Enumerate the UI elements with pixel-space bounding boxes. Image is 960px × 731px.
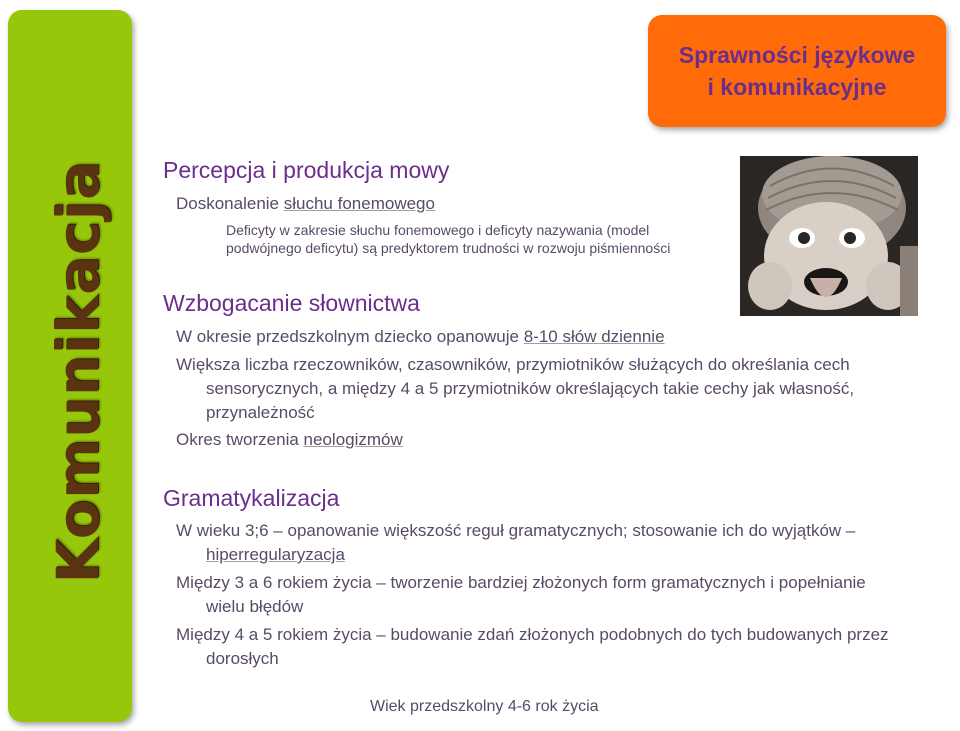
list-item-continuation: dorosłych	[206, 649, 279, 668]
sidebar-label: Komunikacja	[44, 160, 112, 584]
underlined-term: słuchu fonemowego	[283, 194, 435, 213]
child-face-image	[740, 156, 918, 316]
sidebar-panel	[8, 10, 132, 722]
list-item-continuation: sensorycznych, a między 4 a 5 przymiotników określających takie cechy jak własność,	[206, 379, 855, 398]
section-heading-slownictwo: Wzbogacanie słownictwa	[163, 290, 420, 316]
section-heading-percepcja: Percepcja i produkcja mowy	[163, 157, 450, 183]
list-item	[176, 194, 435, 214]
sub-item-line: podwójnego deficytu) są predyktorem trudności w rozwoju piśmienności	[226, 240, 671, 256]
list-item: Większa liczba rzeczowników, czasowników, przymiotników służących do określania cech	[176, 355, 850, 374]
item-text: W okresie przedszkolnym dziecko opanowuje	[176, 327, 524, 346]
list-item: Między 3 a 6 rokiem życia – tworzenie bardziej złożonych form gramatycznych i popełnianie	[176, 573, 866, 592]
section-heading-gramatykalizacja: Gramatykalizacja	[163, 485, 340, 511]
item-text: Okres tworzenia	[176, 430, 304, 449]
list-item: W wieku 3;6 – opanowanie większość reguł gramatycznych; stosowanie ich do wyjątków –	[176, 521, 856, 540]
underlined-term: 8-10 słów dziennie	[523, 327, 665, 346]
list-item-continuation	[206, 545, 345, 565]
title-box	[648, 15, 946, 127]
sub-item-line: Deficyty w zakresie słuchu fonemowego i deficyty nazywania (model	[226, 222, 650, 238]
slide-title: Sprawności językowe i komunikacyjne	[678, 42, 916, 100]
list-item	[176, 430, 403, 450]
list-item	[176, 327, 665, 347]
list-item-continuation: wielu błędów	[206, 597, 304, 616]
list-item-continuation: przynależność	[206, 403, 315, 422]
footer-text: Wiek przedszkolny 4-6 rok życia	[370, 698, 599, 715]
underlined-term: hiperregularyzacja	[206, 545, 345, 564]
item-text: Doskonalenie	[176, 194, 284, 213]
child-photo	[740, 156, 918, 316]
underlined-term: neologizmów	[303, 430, 403, 449]
list-item: Między 4 a 5 rokiem życia – budowanie zdań złożonych podobnych do tych budowanych przez	[176, 625, 889, 644]
